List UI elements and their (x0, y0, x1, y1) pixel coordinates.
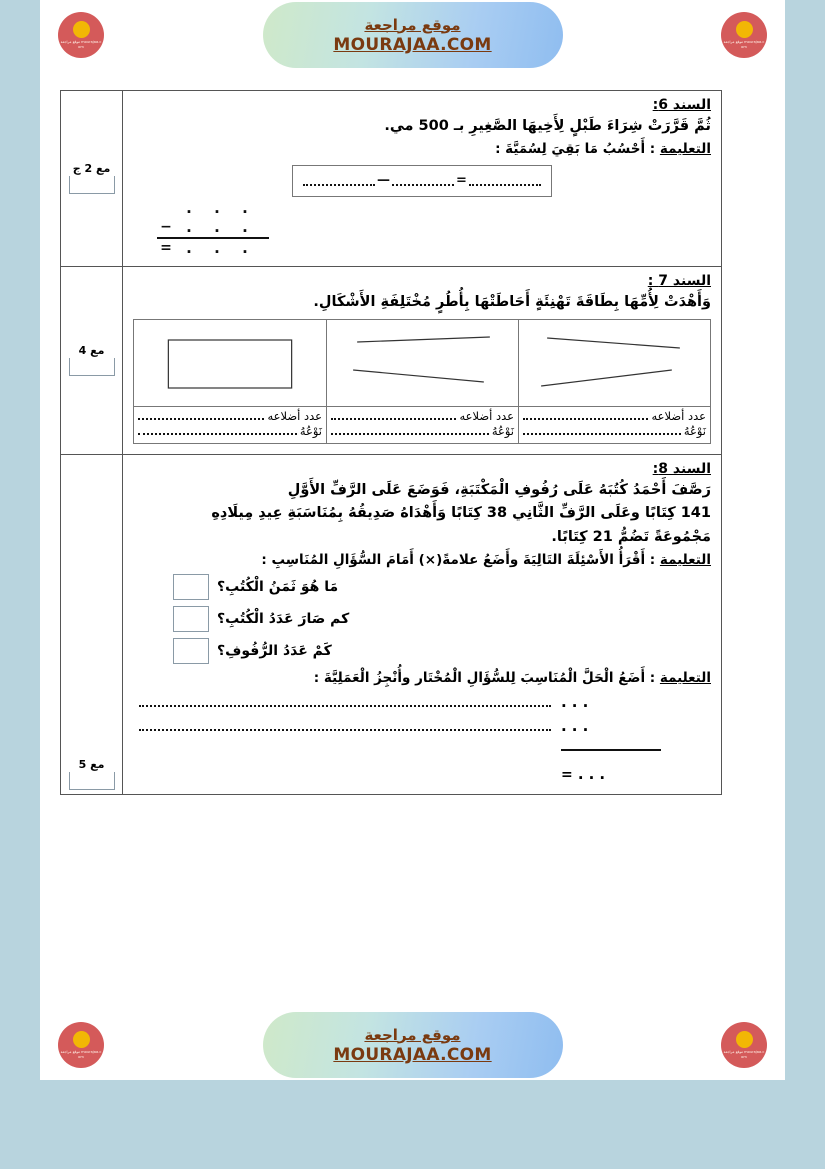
exercise-8-paragraph-line2: 141 كِتَابًا وعَلَى الرَّفِّ الثَّانِي 38 كِتَابًا وَأَهْدَاهُ صَدِيقُهُ بِمُنَاسَبَةِ عِيدِ مِيلَادِهِ (211, 505, 711, 522)
banner-url[interactable]: MOURAJAA.COM (333, 34, 492, 55)
exercise-8 (61, 455, 721, 794)
digit-slot[interactable]: . (561, 693, 567, 712)
scratch-rule (561, 749, 661, 751)
shape-labels (134, 407, 326, 443)
equals-operator: = (456, 173, 467, 189)
scratch-operator: − (160, 219, 172, 236)
question-text: كم صَارَ عَدَدُ الْكُتُبِ؟ (217, 610, 350, 627)
exercise-6-instruction (133, 141, 711, 157)
answer-line-row (133, 690, 711, 714)
banner-url[interactable]: MOURAJAA.COM (333, 1044, 492, 1065)
exercise-7-body (123, 267, 721, 454)
question-checkbox[interactable] (173, 574, 209, 600)
answer-dots-1[interactable] (469, 175, 541, 186)
scratch-row[interactable] (157, 239, 711, 258)
digit-slot[interactable]: . (582, 717, 589, 736)
two-lines-crossing-open-icon (519, 320, 710, 407)
digit-slot[interactable]: . (599, 765, 606, 784)
score-input-box[interactable] (69, 176, 115, 194)
instruction-text: أَقْرَأُ الأَسْئِلَةَ التَالِيَةَ وأَضَعُ علامةً(×) أَمَامَ السُّؤَالِ المُنَاسِبِ : (261, 551, 646, 568)
exercise-6-sentence: ثُمَّ قَرَّرَتْ شِرَاءَ طَبْلٍ لِأَخِيهَا الصَّغِيرِ بـ 500 مي. (384, 118, 711, 134)
shape-cell (518, 320, 710, 443)
exercise-6-answer-box[interactable] (292, 165, 552, 197)
instruction-colon: : (645, 551, 656, 568)
scratch-row[interactable] (561, 716, 711, 735)
rectangle-icon (134, 320, 326, 407)
digit-slot[interactable]: . (242, 198, 248, 217)
exercise-8-paragraph-line3: مَجْمُوعَةً تَضُمُّ 21 كِتَابًا. (551, 529, 711, 546)
banner-pill (263, 1012, 563, 1078)
type-answer-blank[interactable] (331, 424, 489, 435)
sides-answer-blank[interactable] (138, 409, 264, 420)
exercise-7-sentence: وَأَهْدَتْ لِأُمِّهَا بِطَاقَةَ تَهْنِئَةٍ أَحَاطَتْهَا بِأُطُرٍ مُخْتَلِفَةِ الأَشْكَالِ. (313, 293, 711, 310)
digit-slot[interactable]: . (561, 717, 567, 736)
exercise-8-answer-area (133, 690, 711, 786)
banner-title-ar: موقع مراجعة (364, 1025, 461, 1044)
scratch-row[interactable] (561, 764, 711, 783)
question-checkbox[interactable] (173, 638, 209, 664)
type-answer-blank[interactable] (138, 424, 297, 435)
logo-dot-icon (73, 21, 90, 38)
shape-labels (327, 407, 518, 443)
score-label: مع 4 (78, 344, 105, 358)
scratch-operator: = (160, 240, 172, 257)
digit-slot[interactable]: . (588, 765, 595, 784)
instruction-label: التعليمة (659, 669, 711, 686)
question-text: مَا هُوَ ثَمَنُ الْكُتُبِ؟ (217, 578, 339, 595)
instruction-text: أَحْسُبُ مَا بَقِيَ لِسُمَيَّةَ : (495, 140, 646, 157)
answer-dots-3[interactable] (303, 175, 375, 186)
site-logo-right-icon (721, 12, 767, 58)
answer-dots-2[interactable] (392, 175, 454, 186)
exercise-7 (61, 267, 721, 455)
banner-pill (263, 2, 563, 68)
answer-line-blank[interactable] (139, 720, 551, 731)
type-row (331, 424, 514, 440)
logo-dot-icon (736, 21, 753, 38)
exercise-6-scratch[interactable] (157, 199, 711, 258)
digit-slot[interactable]: . (186, 238, 192, 257)
digit-slot[interactable]: . (577, 765, 584, 784)
minus-operator: — (377, 173, 391, 189)
digit-slot[interactable]: . (242, 217, 248, 236)
site-logo-left-icon (58, 1022, 104, 1068)
digit-slot[interactable]: . (214, 217, 220, 236)
logo-dot-icon (736, 1031, 753, 1048)
digit-slot[interactable]: . (582, 693, 589, 712)
scratch-operator: = (561, 767, 573, 784)
sides-label: عدد أضلاعه (459, 408, 514, 423)
answer-line-blank[interactable] (139, 696, 551, 707)
sides-label: عدد أضلاعه (267, 408, 322, 423)
exercise-8-instruction-2 (133, 670, 711, 686)
type-row (523, 424, 706, 440)
banner-title-ar: موقع مراجعة (364, 15, 461, 34)
instruction-label: التعليمة (659, 140, 711, 157)
type-label: نَوْعُهُ (491, 424, 514, 439)
site-logo-right-icon (721, 1022, 767, 1068)
type-answer-blank[interactable] (523, 424, 681, 435)
sides-row (138, 409, 322, 425)
instruction-label: التعليمة (659, 551, 711, 568)
sides-label: عدد أضلاعه (651, 408, 706, 423)
scratch-row[interactable] (157, 218, 711, 237)
logo-dot-icon (73, 1031, 90, 1048)
worksheet-page (40, 0, 785, 1080)
exercise-8-body (123, 455, 721, 794)
answer-total-row (133, 762, 711, 786)
site-banner-top (40, 0, 785, 70)
instruction-colon: : (645, 669, 656, 686)
exercise-8-instruction-1 (133, 552, 711, 568)
exercise-6-title: السند 6: (652, 97, 711, 113)
site-banner-bottom (40, 1010, 785, 1080)
sides-row (523, 409, 706, 425)
instruction-text: أَضَعُ الْحَلَّ الْمُنَاسِبَ لِلسُّؤَالِ الْمُخْتَار وأُنْجِزُ الْعَمَلِيَّةَ : (313, 669, 646, 686)
logo-caption: موقع مراجعة mourajaa.com (723, 1050, 765, 1059)
score-input-box[interactable] (69, 772, 115, 790)
sides-row (331, 409, 514, 425)
digit-slot[interactable]: . (214, 198, 220, 217)
score-label: مع 2 ج (72, 162, 111, 176)
logo-caption: موقع مراجعة mourajaa.com (723, 40, 765, 49)
question-checkbox[interactable] (173, 606, 209, 632)
question-row (133, 638, 711, 664)
type-label: نَوْعُهُ (683, 424, 706, 439)
exercise-8-title: السند 8: (652, 460, 711, 477)
digit-slot[interactable]: . (186, 217, 192, 236)
shape-cell (326, 320, 518, 443)
type-label: نَوْعُهُ (299, 424, 322, 439)
question-row (133, 574, 711, 600)
scratch-row[interactable] (157, 199, 711, 218)
shape-labels (519, 407, 710, 443)
digit-slot[interactable]: . (214, 238, 220, 257)
question-row (133, 606, 711, 632)
site-logo-left-icon (58, 12, 104, 58)
exercise-7-score (61, 267, 123, 454)
score-input-box[interactable] (69, 358, 115, 376)
logo-caption: موقع مراجعة mourajaa.com (60, 1050, 102, 1059)
score-label: مع 5 (78, 758, 105, 772)
digit-slot[interactable]: . (571, 693, 578, 712)
exercise-8-score (61, 455, 123, 794)
answer-rule-row (133, 738, 711, 762)
exercise-8-paragraph-line1: رَصَّفَ أَحْمَدُ كُتُبَهُ عَلَى رُفُوفِ الْمَكْتَبَةِ، فَوَضَعَ عَلَى الرَّفِّ الأَوَّلِ (287, 481, 711, 498)
logo-caption: موقع مراجعة mourajaa.com (60, 40, 102, 49)
digit-slot[interactable]: . (242, 238, 248, 257)
shape-cell (134, 320, 326, 443)
exercise-6-score (61, 91, 123, 266)
question-text: كَمْ عَدَدُ الرُّفُوفِ؟ (217, 642, 332, 659)
digit-slot[interactable]: . (186, 198, 192, 217)
answer-line-row (133, 714, 711, 738)
type-row (138, 424, 322, 440)
worksheet-table (60, 90, 722, 795)
instruction-colon: : (645, 140, 656, 157)
two-lines-parallel-open-icon (327, 320, 518, 407)
sides-answer-blank[interactable] (331, 409, 456, 420)
exercise-6 (61, 91, 721, 267)
shapes-table (133, 319, 711, 444)
exercise-7-title: السند 7 : (647, 272, 711, 289)
exercise-6-body (123, 91, 721, 266)
sides-answer-blank[interactable] (523, 409, 648, 420)
scratch-row[interactable] (561, 692, 711, 711)
digit-slot[interactable]: . (571, 717, 578, 736)
